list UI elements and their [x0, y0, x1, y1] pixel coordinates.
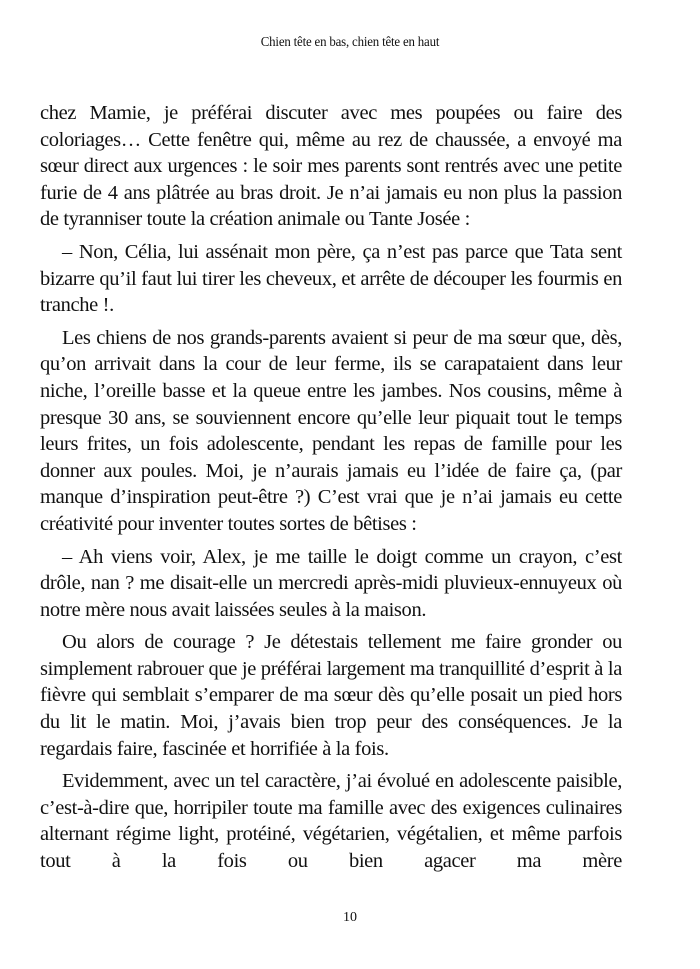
paragraph-1: chez Mamie, je préférai discuter avec mes poupées ou faire des coloriages… Cette fenêtre qui, même au rez de chaussée, a envoyé ma sœur direct aux urgences : le soir mes parents sont rentrés avec une petite furie de 4 ans plâtrée au bras droit. Je n’ai jamais eu non plus la passion de tyranniser toute la création animale ou Tante Josée : — [40, 102, 622, 231]
paragraph-5: Ou alors de courage ? Je détestais tellement me faire gronder ou simplement rabrouer que je préférai largement ma tranquillité d’esprit à la fièvre qui semblait s’emparer de ma sœur dès qu’elle posait un pied hors du lit le matin. Moi, j’avais bien trop peur des conséquences. Je la regardais faire, fascinée et horrifiée à la fois. — [40, 631, 622, 760]
page-body — [40, 100, 622, 881]
paragraph-2-dialogue: – Non, Célia, lui assénait mon père, ça n’est pas parce que Tata sent bizarre qu’il faut lui tirer les cheveux, et arrête de découper les fourmis en tranche !. — [40, 240, 622, 317]
page-number: 10 — [343, 910, 357, 925]
paragraph-6-continued: Evidemment, avec un tel caractère, j’ai évolué en adolescente paisible, c’est-à-dire que, horripiler toute ma famille avec des exigences culinaires alternant régime light, protéiné, végétarien, végétalien, et même parfois tout à la fois ou bien agacer ma mère — [40, 770, 622, 873]
paragraph-4-dialogue: – Ah viens voir, Alex, je me taille le doigt comme un crayon, c’est drôle, nan ? me disait-elle un mercredi après-midi pluvieux-ennuyeux où notre mère nous avait laissées seules à la maison. — [40, 545, 622, 621]
running-header-title: Chien tête en bas, chien tête en haut — [260, 35, 440, 50]
paragraph-3: Les chiens de nos grands-parents avaient si peur de ma sœur que, dès, qu’on arrivait dans la cour de leur ferme, ils se carapataient dans leur niche, l’oreille basse et la queue entre les jambes. Nos cousins, même à presque 30 ans, se souviennent encore qu’elle leur piquait tout le temps leurs frites, un fois adolescente, pendant les repas de famille pour les donner aux poules. Moi, je n’aurais jamais eu l’idée de faire ça, (par manque d’inspiration peut-être ?) C’est vrai que je n’ai jamais eu cette créativité pour inventer toutes sortes de bêtises : — [40, 326, 622, 535]
